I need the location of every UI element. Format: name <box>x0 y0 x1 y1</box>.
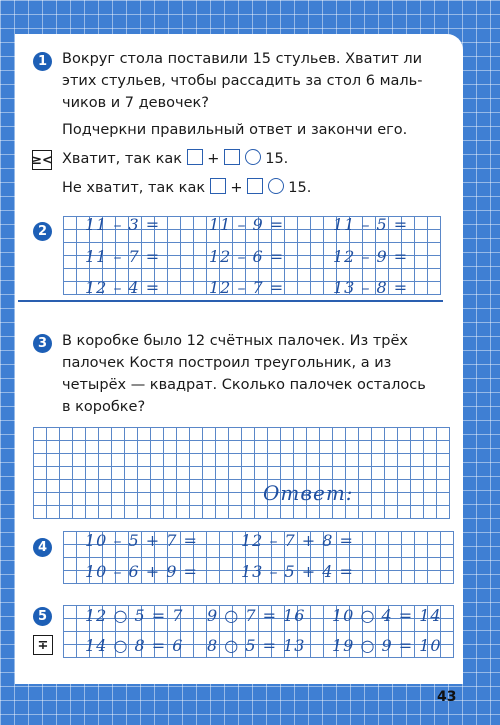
task-5-expression: 14 ○ 8 = 6 <box>85 636 184 655</box>
task-3-answer-grid[interactable] <box>33 427 450 519</box>
answer-label: Ответ: <box>263 481 354 505</box>
task-1-line-2: этих стульев, чтобы рассадить за стол 6 маль- <box>62 73 423 89</box>
section-divider <box>18 300 443 302</box>
task-1-line-1: Вокруг стола поставили 15 стульев. Хватит ли <box>62 51 423 67</box>
empty-box[interactable] <box>187 149 203 165</box>
empty-box[interactable] <box>210 178 226 194</box>
task-4-expression: 10 – 6 + 9 = <box>85 562 198 581</box>
answer-no-label: Не хватит, так как <box>62 180 206 196</box>
task-5-expression: 8 ○ 5 = 13 <box>207 636 306 655</box>
task-1-line-3: чиков и 7 девочек? <box>62 95 209 111</box>
task-5-number: 5 <box>33 607 52 626</box>
task-2-expression: 12 – 6 = <box>209 247 285 266</box>
compare-sign-icon: ≥< <box>32 150 52 170</box>
task-2-number: 2 <box>33 222 52 241</box>
task-3-line-1: В коробке было 12 счётных палочек. Из трёх <box>62 333 409 349</box>
task-1-number: 1 <box>33 52 52 71</box>
task-1-instruction: Подчеркни правильный ответ и закончи его. <box>62 122 408 138</box>
task-3-line-3: четырёх — квадрат. Сколько палочек осталось <box>62 377 426 393</box>
task-5-expression: 9 ○ 7 = 16 <box>207 606 306 625</box>
task-2-expression: 12 – 4 = <box>85 278 161 297</box>
task-2-expression: 11 – 3 = <box>85 215 161 234</box>
total-value: 15. <box>288 180 312 196</box>
task-5-expression: 19 ○ 9 = 10 <box>332 636 442 655</box>
task-2-expression: 13 – 8 = <box>333 278 409 297</box>
task-2-expression: 11 – 5 = <box>333 215 409 234</box>
task-3-line-4: в коробке? <box>62 399 146 415</box>
total-value: 15. <box>265 151 289 167</box>
empty-circle[interactable] <box>268 178 284 194</box>
task-4-number: 4 <box>33 538 52 557</box>
plus-sign: + <box>230 180 243 196</box>
plus-sign: + <box>207 151 220 167</box>
plus-minus-sign-icon: ∓ <box>33 635 53 655</box>
page-number: 43 <box>437 689 457 705</box>
task-2-expression: 11 – 7 = <box>85 247 161 266</box>
task-3-number: 3 <box>33 334 52 353</box>
task-4-expression: 10 – 5 + 7 = <box>85 531 198 550</box>
task-4-expression: 13 – 5 + 4 = <box>241 562 354 581</box>
task-1-answer-yes[interactable] <box>62 148 288 170</box>
task-5-expression: 12 ○ 5 = 7 <box>85 606 184 625</box>
empty-box[interactable] <box>247 178 263 194</box>
task-5-expression: 10 ○ 4 = 14 <box>332 606 442 625</box>
empty-box[interactable] <box>224 149 240 165</box>
task-3-line-2: палочек Костя построил треугольник, а из <box>62 355 392 371</box>
task-2-expression: 12 – 7 = <box>209 278 285 297</box>
answer-yes-label: Хватит, так как <box>62 151 183 167</box>
task-1-answer-no[interactable] <box>62 177 311 199</box>
empty-circle[interactable] <box>245 149 261 165</box>
task-2-expression: 11 – 9 = <box>209 215 285 234</box>
task-2-expression: 12 – 9 = <box>333 247 409 266</box>
task-4-expression: 12 – 7 + 8 = <box>241 531 354 550</box>
